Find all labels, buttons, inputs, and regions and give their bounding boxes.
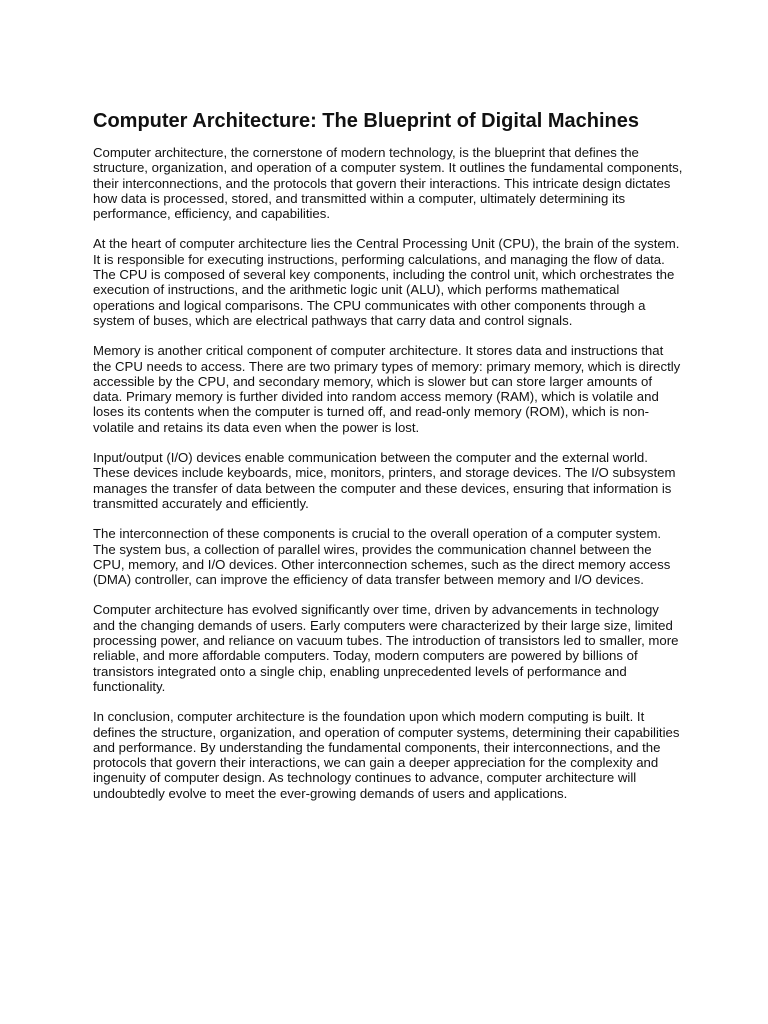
paragraph-introduction: Computer architecture, the cornerstone of modern technology, is the blueprint that defines the structure, organization, and operation of a computer system. It outlines the fundamental components, their interconnections, and the protocols that govern their interactions. This intricate design dictates how data is processed, stored, and transmitted within a computer, ultimately determining its performance, efficiency, and capabilities. [93, 145, 683, 222]
paragraph-evolution: Computer architecture has evolved significantly over time, driven by advancements in technology and the changing demands of users. Early computers were characterized by their large size, limited processing power, and reliance on vacuum tubes. The introduction of transistors led to smaller, more reliable, and more affordable computers. Today, modern computers are powered by billions of transistors integrated onto a single chip, enabling unprecedented levels of performance and functionality. [93, 602, 679, 694]
document-title: Computer Architecture: The Blueprint of Digital Machines [93, 110, 639, 132]
paragraph-memory: Memory is another critical component of computer architecture. It stores data and instructions that the CPU needs to access. There are two primary types of memory: primary memory, which is directly accessible by the CPU, and secondary memory, which is slower but can store larger amounts of data. Primary memory is further divided into random access memory (RAM), which is volatile and loses its contents when the computer is turned off, and read-only memory (ROM), which is non-volatile and retains its data even when the power is lost. [93, 343, 681, 435]
paragraph-interconnection: The interconnection of these components is crucial to the overall operation of a computer system. The system bus, a collection of parallel wires, provides the communication channel between the CPU, memory, and I/O devices. Other interconnection schemes, such as the direct memory access (DMA) controller, can improve the efficiency of data transfer between memory and I/O devices. [93, 526, 671, 588]
document-body [93, 109, 683, 816]
paragraph-cpu: At the heart of computer architecture lies the Central Processing Unit (CPU), the brain of the system. It is responsible for executing instructions, performing calculations, and managing the flow of data. The CPU is composed of several key components, including the control unit, which orchestrates the execution of instructions, and the arithmetic logic unit (ALU), which performs mathematical operations and logical comparisons. The CPU communicates with other components through a system of buses, which are electrical pathways that carry data and control signals. [93, 236, 680, 328]
paragraph-conclusion: In conclusion, computer architecture is the foundation upon which modern computing is built. It defines the structure, organization, and operation of computer systems, determining their capabilities and performance. By understanding the fundamental components, their interconnections, and the protocols that govern their interactions, we can gain a deeper appreciation for the complexity and ingenuity of computer design. As technology continues to advance, computer architecture will undoubtedly evolve to meet the ever-growing demands of users and applications. [93, 709, 680, 801]
paragraph-io-devices: Input/output (I/O) devices enable communication between the computer and the external world. These devices include keyboards, mice, monitors, printers, and storage devices. The I/O subsystem manages the transfer of data between the computer and these devices, ensuring that information is transmitted accurately and efficiently. [93, 450, 676, 511]
